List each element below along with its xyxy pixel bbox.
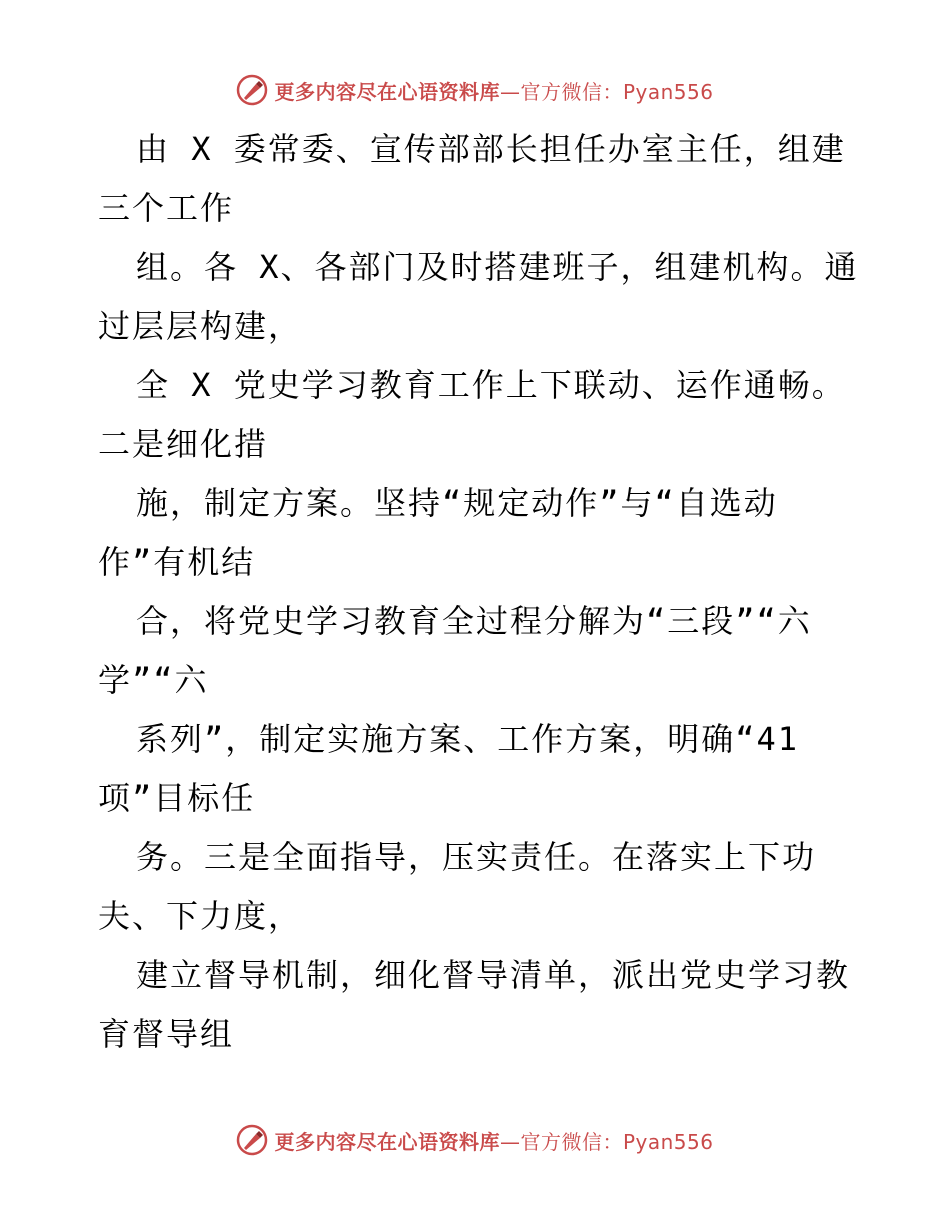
text-line: 系列”，制定实施方案、工作方案，明确“41 (136, 720, 800, 758)
header-watermark (0, 70, 950, 110)
watermark-brand: 更多内容尽在心语资料库 (274, 79, 500, 104)
text-line: 建立督导机制，细化督导清单，派出党史学习教 (136, 956, 851, 994)
text-line: 施，制定方案。坚持“规定动作”与“自选动 (136, 484, 778, 522)
document-body (98, 120, 858, 1064)
watermark-dash: — (499, 1129, 521, 1154)
text-line: 全 X 党史学习教育工作上下联动、运作通畅。 (136, 366, 846, 404)
text-line: 夫、下力度， (98, 897, 303, 935)
watermark-brand: 更多内容尽在心语资料库 (274, 1129, 500, 1154)
watermark-dash: — (499, 79, 521, 104)
text-line: 二是细化措 (98, 425, 269, 463)
watermark-text (274, 76, 713, 105)
footer-watermark (0, 1120, 950, 1160)
watermark-wechat: 官方微信：Pyan556 (520, 79, 714, 104)
text-line: 过层层构建， (98, 307, 303, 345)
watermark-text (274, 1126, 713, 1155)
text-line: 三个工作 (98, 189, 235, 227)
pen-nib-logo-icon (236, 1124, 268, 1156)
pen-nib-logo-icon (236, 74, 268, 106)
text-line: 项”目标任 (98, 779, 256, 817)
text-line: 由 X 委常委、宣传部部长担任办室主任，组建 (136, 130, 846, 168)
text-line: 组。各 X、各部门及时搭建班子，组建机构。通 (136, 248, 859, 286)
text-line: 作”有机结 (98, 543, 256, 581)
text-line: 学”“六 (98, 661, 209, 699)
text-line: 育督导组 (98, 1015, 235, 1053)
text-line: 合，将党史学习教育全过程分解为“三段”“六 (136, 602, 812, 640)
text-line: 务。三是全面指导，压实责任。在落实上下功 (136, 838, 817, 876)
watermark-wechat: 官方微信：Pyan556 (520, 1129, 714, 1154)
